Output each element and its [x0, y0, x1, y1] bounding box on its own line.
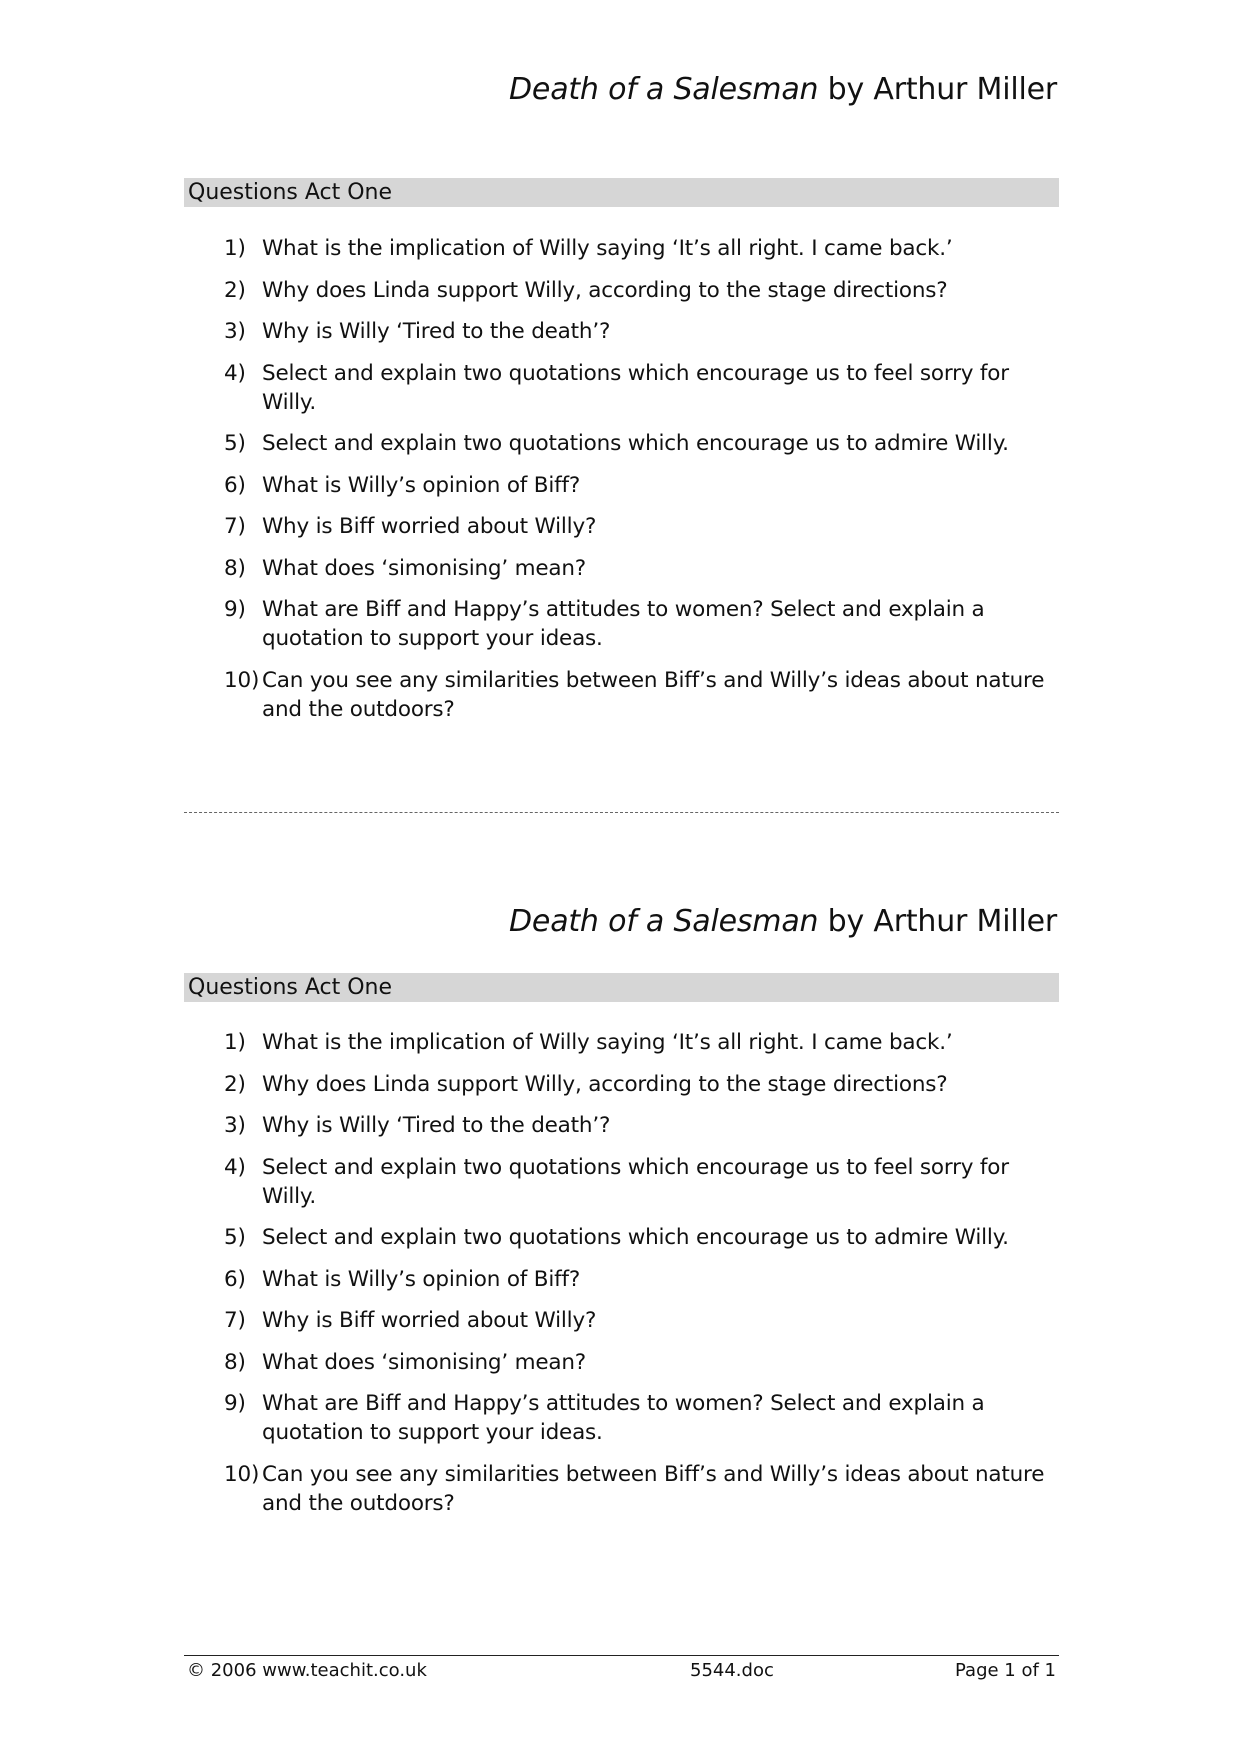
question-number: 1): [224, 1030, 246, 1055]
question-number: 4): [224, 1154, 246, 1180]
question-item: [224, 1460, 1064, 1518]
question-text: Why is Biff worried about Willy?: [262, 514, 597, 539]
question-text: Select and explain two quotations which encourage us to admire Willy.: [262, 431, 1009, 456]
question-item: [224, 512, 1064, 541]
question-text: What does ‘simonising’ mean?: [262, 1349, 586, 1375]
question-number: 10): [224, 1461, 260, 1487]
question-text: What is Willy’s opinion of Biff?: [262, 472, 581, 498]
question-item: [224, 1265, 1064, 1294]
question-number: 9): [224, 1391, 246, 1416]
question-number: 4): [224, 360, 246, 386]
question-number: 5): [224, 431, 246, 456]
question-number: 3): [224, 319, 246, 344]
question-item: [224, 429, 1064, 458]
question-item: [224, 554, 1064, 583]
question-text: Can you see any similarities between Biff’s and Willy’s ideas about nature and the outdoors?: [262, 1461, 1045, 1516]
question-number: 2): [224, 277, 246, 303]
question-text: What is the implication of Willy saying ‘It’s all right. I came back.’: [262, 236, 953, 261]
question-number: 5): [224, 1225, 246, 1250]
section-heading: Questions Act One: [184, 973, 1059, 1002]
question-list: [224, 1028, 1064, 1530]
worksheet-title: [509, 72, 1057, 107]
question-text: Why is Biff worried about Willy?: [262, 1308, 597, 1333]
question-number: 2): [224, 1071, 246, 1097]
question-number: 7): [224, 1308, 246, 1333]
question-text: Why does Linda support Willy, according to the stage directions?: [262, 1071, 948, 1097]
question-item: [224, 1389, 1064, 1447]
footer-rule: [184, 1655, 1059, 1656]
question-number: 7): [224, 514, 246, 539]
question-number: 6): [224, 472, 246, 498]
question-item: [224, 359, 1064, 417]
question-number: 9): [224, 597, 246, 622]
question-item: [224, 1306, 1064, 1335]
question-text: What are Biff and Happy’s attitudes to women? Select and explain a quotation to support your ideas.: [262, 1391, 985, 1445]
question-item: [224, 471, 1064, 500]
question-number: 8): [224, 555, 246, 581]
question-item: [224, 234, 1064, 263]
question-list: [224, 234, 1064, 736]
question-text: Why does Linda support Willy, according to the stage directions?: [262, 277, 948, 303]
question-text: What are Biff and Happy’s attitudes to women? Select and explain a quotation to support your ideas.: [262, 597, 985, 651]
question-text: Select and explain two quotations which encourage us to admire Willy.: [262, 1225, 1009, 1250]
footer-filename: 5544.doc: [690, 1660, 774, 1681]
worksheet-title: [509, 904, 1057, 939]
cut-line-divider: [184, 812, 1059, 813]
question-item: [224, 1070, 1064, 1099]
question-item: [224, 317, 1064, 346]
title-author: by Arthur Miller: [818, 904, 1057, 939]
title-italic: Death of a Salesman: [509, 904, 819, 939]
question-text: Select and explain two quotations which encourage us to feel sorry for Willy.: [262, 360, 1009, 415]
question-text: What is the implication of Willy saying ‘It’s all right. I came back.’: [262, 1030, 953, 1055]
question-item: [224, 1111, 1064, 1140]
question-number: 10): [224, 667, 260, 693]
question-text: What does ‘simonising’ mean?: [262, 555, 586, 581]
question-item: [224, 666, 1064, 724]
question-text: Why is Willy ‘Tired to the death’?: [262, 319, 611, 344]
question-number: 8): [224, 1349, 246, 1375]
question-text: Select and explain two quotations which encourage us to feel sorry for Willy.: [262, 1154, 1009, 1209]
title-italic: Death of a Salesman: [509, 72, 819, 107]
footer-page-number: Page 1 of 1: [955, 1660, 1056, 1681]
question-number: 1): [224, 236, 246, 261]
title-author: by Arthur Miller: [818, 72, 1057, 107]
question-item: [224, 1028, 1064, 1057]
question-item: [224, 595, 1064, 653]
question-number: 6): [224, 1266, 246, 1292]
question-number: 3): [224, 1113, 246, 1138]
question-item: [224, 276, 1064, 305]
footer-copyright: © 2006 www.teachit.co.uk: [187, 1660, 427, 1681]
question-text: Can you see any similarities between Biff’s and Willy’s ideas about nature and the outdoors?: [262, 667, 1045, 722]
question-item: [224, 1153, 1064, 1211]
question-item: [224, 1223, 1064, 1252]
question-item: [224, 1348, 1064, 1377]
question-text: What is Willy’s opinion of Biff?: [262, 1266, 581, 1292]
section-heading: Questions Act One: [184, 178, 1059, 207]
question-text: Why is Willy ‘Tired to the death’?: [262, 1113, 611, 1138]
